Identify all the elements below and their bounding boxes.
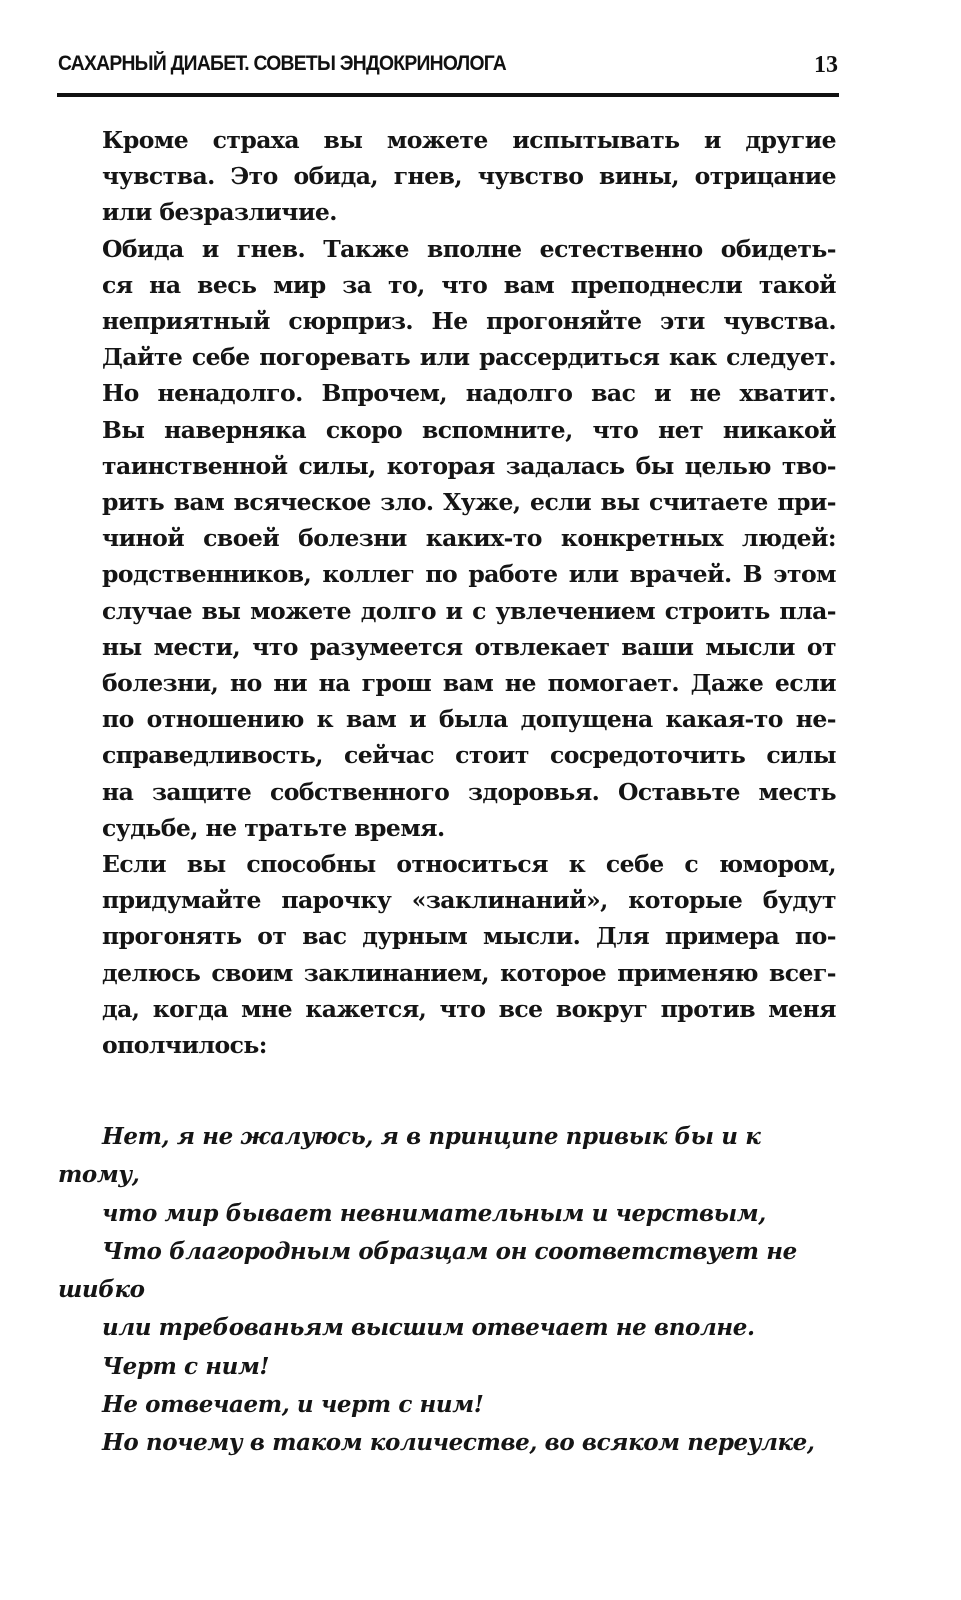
text-line: чувства. Это обида, гнев, чувство вины, отрицание <box>102 162 836 191</box>
text-line: болезни, но ни на грош вам не помогает. Даже если <box>102 669 836 698</box>
poem-line: Не отвечает, и черт с ним! <box>102 1391 484 1419</box>
text-line: судьбе, не тратьте время. <box>102 813 445 842</box>
header-rule <box>57 93 839 97</box>
poem-line: Но почему в таком количестве, во всяком переулке, <box>102 1429 815 1457</box>
poem-line: что мир бывает невнимательным и черствым, <box>102 1199 766 1227</box>
text-line: справедливость, сейчас стоит сосредоточить силы <box>102 741 836 770</box>
text-line: придумайте парочку «заклинаний», которые будут <box>102 886 836 915</box>
text-line: да, когда мне кажется, что все вокруг против меня <box>102 994 836 1023</box>
text-line: Обида и гнев. Также вполне естественно обидеть- <box>102 234 836 263</box>
text-line: на защите собственного здоровья. Оставьте месть <box>102 777 836 806</box>
text-line: ны мести, что разумеется отвлекает ваши мысли от <box>102 632 836 661</box>
poem-line: Нет, я не жалуюсь, я в принципе привык бы и к <box>102 1123 761 1150</box>
poem-line: Черт с ним! <box>102 1352 270 1380</box>
text-line: случае вы можете долго и с увлечением строить пла- <box>102 596 836 625</box>
text-line: ополчилось: <box>102 1031 267 1060</box>
poem-line: тому, <box>58 1161 140 1189</box>
text-line: неприятный сюрприз. Не прогоняйте эти чувства. <box>102 307 836 336</box>
text-line: по отношению к вам и была допущена какая-то не- <box>102 705 836 734</box>
text-line: родственников, коллег по работе или врачей. В этом <box>102 560 836 589</box>
text-line: Кроме страха вы можете испытывать и другие <box>102 126 836 154</box>
text-line: Если вы способны относиться к себе с юмором, <box>102 850 836 879</box>
text-line: таинственной силы, которая задалась бы целью тво- <box>102 451 836 480</box>
poem-line: или требованьям высшим отвечает не вполне. <box>102 1314 755 1342</box>
poem-line: шибко <box>58 1276 145 1304</box>
poem <box>58 1118 838 1463</box>
text-line: рить вам всяческое зло. Хуже, если вы считаете при- <box>102 488 836 517</box>
body-text <box>58 122 836 1063</box>
text-line: Дайте себе погоревать или рассердиться как следует. <box>102 343 836 372</box>
text-line: Но ненадолго. Впрочем, надолго вас и не хватит. <box>102 379 836 408</box>
text-line: чиной своей болезни каких-то конкретных людей: <box>102 524 836 553</box>
text-line: или безразличие. <box>102 198 337 227</box>
text-line: ся на весь мир за то, что вам преподнесли такой <box>102 270 836 299</box>
text-line: делюсь своим заклинанием, которое применяю всег- <box>102 958 836 987</box>
running-title: САХАРНЫЙ ДИАБЕТ. СОВЕТЫ ЭНДОКРИНОЛОГА <box>58 52 507 75</box>
paragraph <box>58 846 836 1063</box>
page-number: 13 <box>814 52 838 78</box>
text-line: Вы наверняка скоро вспомните, что нет никакой <box>102 415 836 444</box>
poem-line: Что благородным образцам он соответствует не <box>102 1237 797 1265</box>
paragraph <box>58 231 836 846</box>
text-line: прогонять от вас дурным мысли. Для примера по- <box>102 922 836 951</box>
running-header <box>58 52 838 82</box>
paragraph <box>58 122 836 231</box>
